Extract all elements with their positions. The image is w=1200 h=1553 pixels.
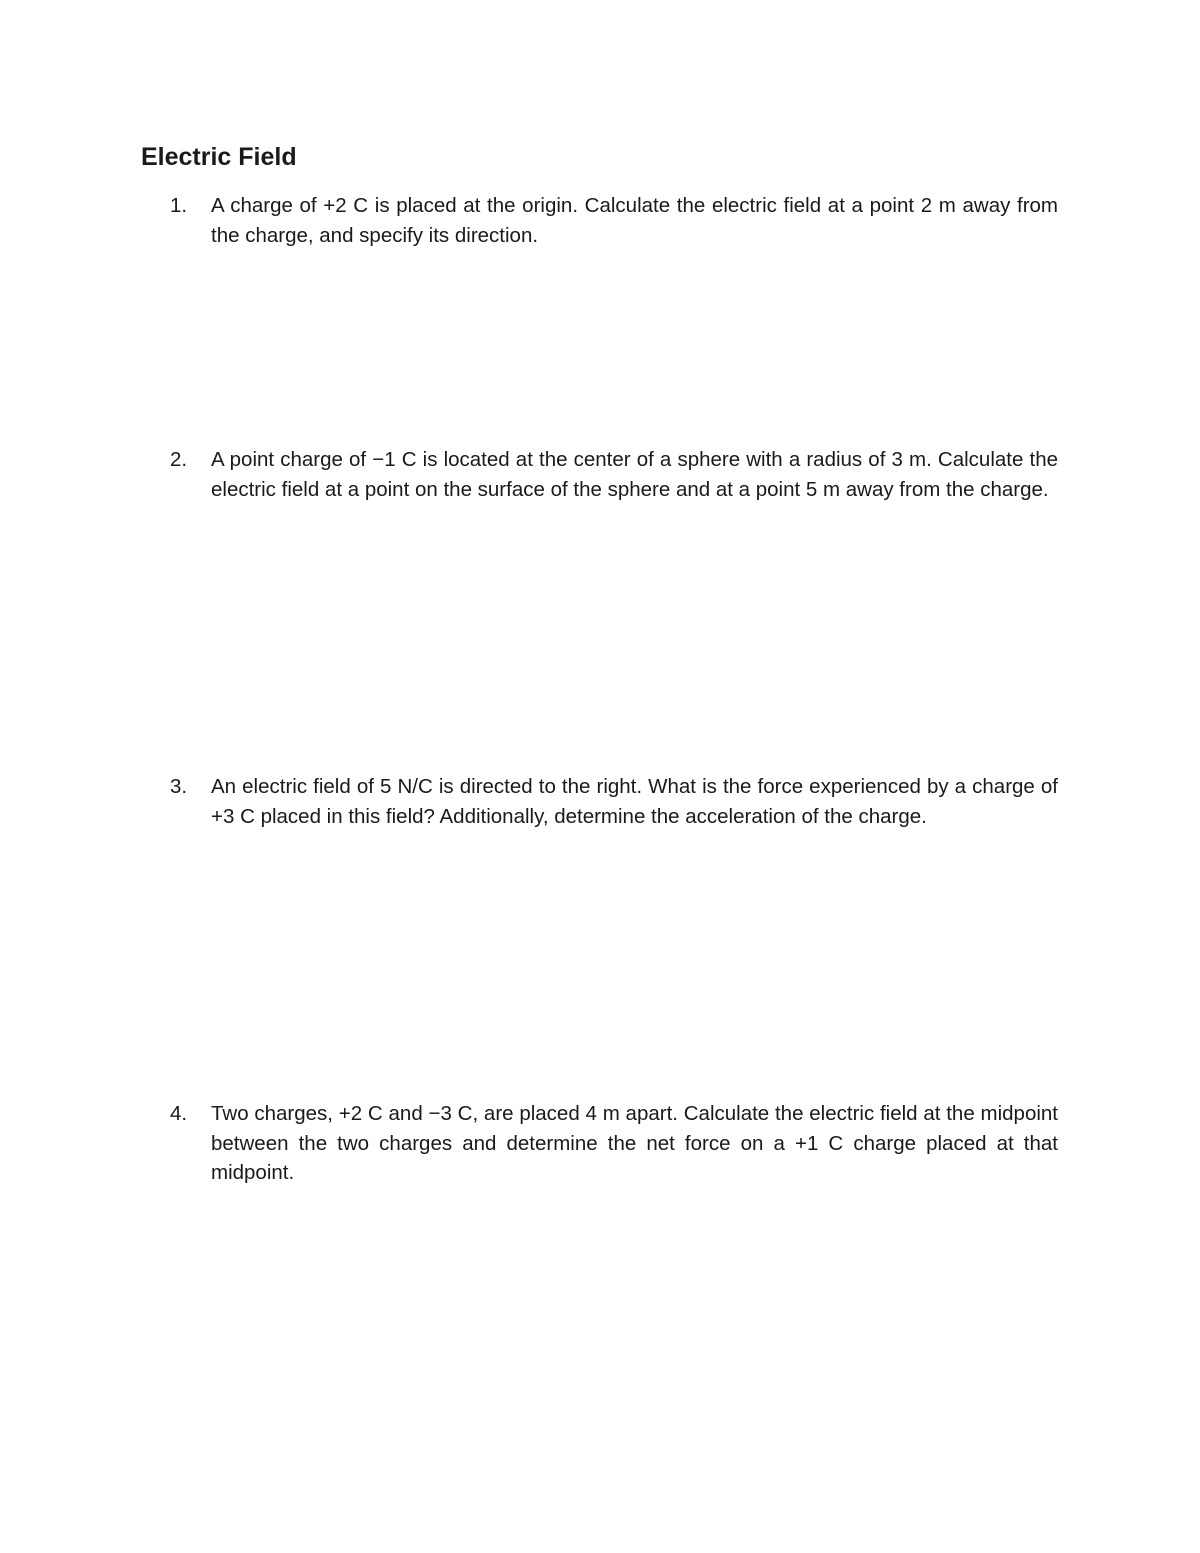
question-text: A charge of +2 C is placed at the origin. Calculate the electric field at a point 2 m away from the charge, and specify its direction. bbox=[211, 194, 1058, 247]
question-text: A point charge of −1 C is located at the center of a sphere with a radius of 3 m. Calculate the electric field at a point on the surface of the sphere and at a point 5 m away from the charge. bbox=[211, 448, 1058, 501]
question-1 bbox=[170, 191, 1058, 250]
question-4 bbox=[170, 1099, 1058, 1188]
question-number: 1. bbox=[170, 194, 188, 217]
question-number: 2. bbox=[170, 448, 188, 471]
question-number: 3. bbox=[170, 775, 188, 798]
question-2 bbox=[170, 445, 1058, 504]
page-title: Electric Field bbox=[141, 143, 297, 171]
question-number: 4. bbox=[170, 1102, 188, 1125]
question-text: An electric field of 5 N/C is directed to the right. What is the force experienced by a charge of +3 C placed in this field? Additionally, determine the acceleration of the charge. bbox=[211, 775, 1058, 828]
question-3 bbox=[170, 772, 1058, 831]
question-text: Two charges, +2 C and −3 C, are placed 4 m apart. Calculate the electric field at the midpoint between the two charges and determine the net force on a +1 C charge placed at that midpoint. bbox=[211, 1102, 1058, 1184]
